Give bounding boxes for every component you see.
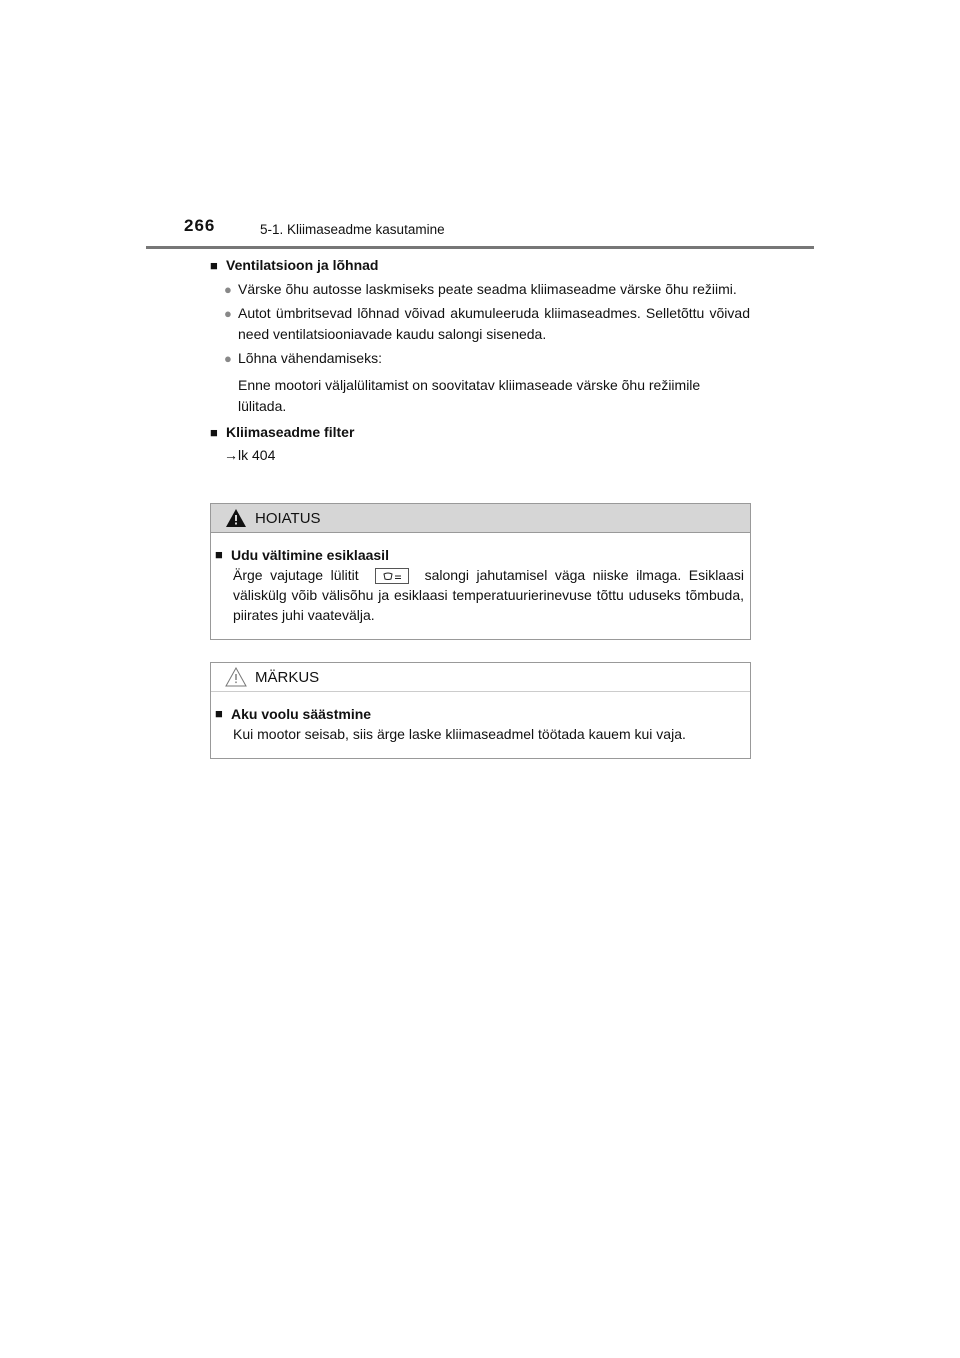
section-title: Ventilatsioon ja lõhnad <box>226 257 379 273</box>
warning-header <box>211 504 750 533</box>
notice-text: Kui mootor seisab, siis ärge laske kliimaseadmel töötada kauem kui vaja. <box>233 726 686 742</box>
section-ventilation <box>210 255 750 417</box>
page-header <box>146 214 814 249</box>
section-square-icon: ■ <box>215 547 223 562</box>
notice-box <box>210 662 751 759</box>
page-number: 266 <box>184 216 216 235</box>
warning-text: Ärge vajutage lülitit salongi jahutamisel väga niiske ilmaga. Esiklaasi väliskülg võib välisõhu ja esiklaasi temperatuurierinevuse tõttu uduseks tõmbuda, piirates juhi vaatevälja. <box>233 567 744 623</box>
section-square-icon: ■ <box>215 706 223 721</box>
bullet-icon: ● <box>224 306 232 321</box>
list-item: ● Värske õhu autosse laskmiseks peate seadma kliimaseadme värske õhu režiimi. <box>224 279 750 300</box>
bullet-icon: ● <box>224 282 232 297</box>
windshield-defog-switch-icon <box>375 568 409 584</box>
notice-triangle-icon <box>225 667 247 687</box>
section-square-icon: ■ <box>210 425 218 440</box>
section-title: Kliimaseadme filter <box>226 424 355 440</box>
main-content <box>210 255 750 471</box>
bullet-note: Enne mootori väljalülitamist on soovitatav kliimaseade värske õhu režiimile lülitada. <box>238 377 701 414</box>
section-filter <box>210 422 750 466</box>
warning-label: HOIATUS <box>255 510 321 527</box>
list-item: ● Lõhna vähendamiseks: <box>224 348 750 369</box>
list-item: ● Autot ümbritsevad lõhnad võivad akumuleeruda kliimaseadmes. Selletõttu võivad need ventilatsiooniavade kaudu salongi siseneda. <box>224 303 750 345</box>
notice-label: MÄRKUS <box>255 669 320 686</box>
bullet-icon: ● <box>224 351 232 366</box>
warning-box <box>210 503 751 640</box>
notice-header <box>211 663 750 692</box>
chapter-title: 5-1. Kliimaseadme kasutamine <box>260 222 445 237</box>
notice-title: Aku voolu säästmine <box>231 706 372 722</box>
warning-triangle-icon <box>225 508 247 528</box>
section-square-icon: ■ <box>210 258 218 273</box>
warning-title: Udu vältimine esiklaasil <box>231 547 389 563</box>
page-reference: →lk 404 <box>224 447 276 463</box>
